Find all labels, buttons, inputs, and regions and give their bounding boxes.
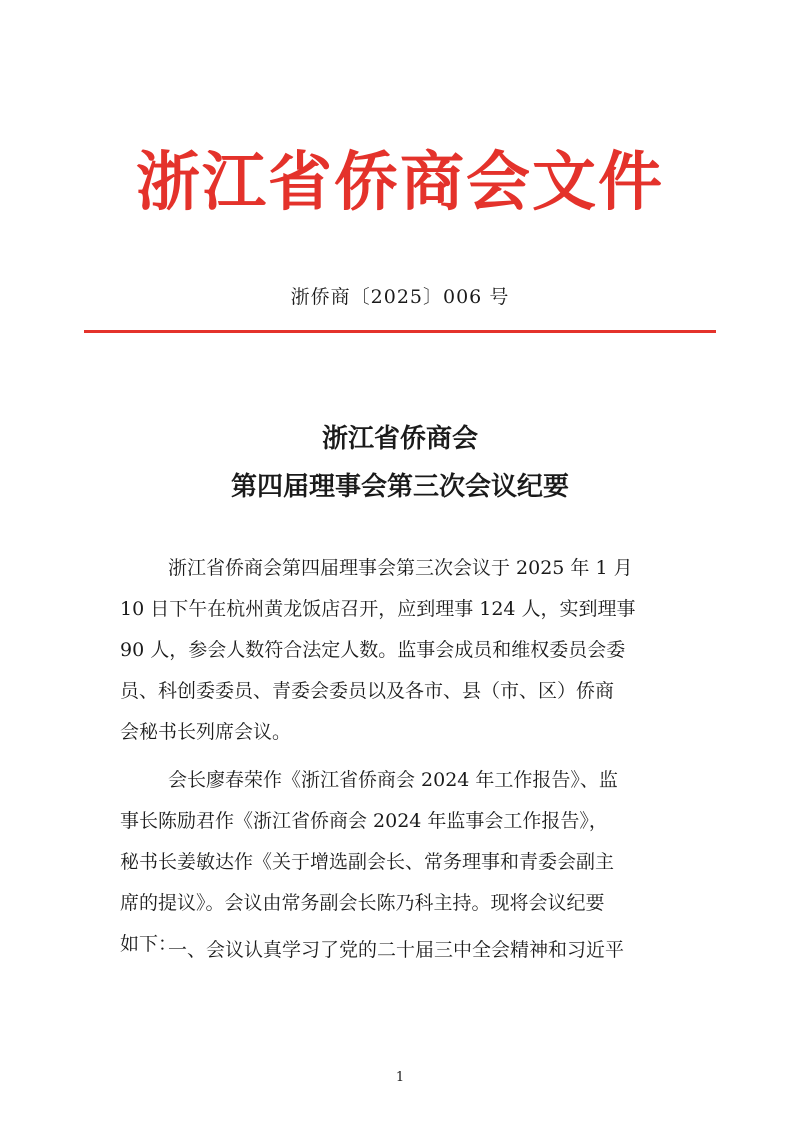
paragraph-line: 席的提议》。会议由常务副会长陈乃科主持。现将会议纪要 [120, 892, 605, 914]
paragraph-line: 员、科创委委员、青委会委员以及各市、县（市、区）侨商 [120, 680, 615, 702]
body-paragraph-3 [120, 930, 690, 971]
document-number: 浙侨商〔2025〕006 号 [290, 286, 510, 308]
red-divider-line [84, 330, 716, 333]
paragraph-line: 事长陈励君作《浙江省侨商会 2024 年监事会工作报告》， [120, 810, 608, 832]
document-title-line-2: 第四届理事会第三次会议纪要 [230, 472, 569, 502]
paragraph-line: 会秘书长列席会议。 [120, 721, 292, 743]
paragraph-line: 10 日下午在杭州黄龙饭店召开，应到理事 124 人，实到理事 [120, 598, 636, 620]
paragraph-line: 90 人，参会人数符合法定人数。监事会成员和维权委员会委 [120, 639, 626, 661]
body-paragraph-1 [120, 548, 690, 753]
paragraph-line: 会长廖春荣作《浙江省侨商会 2024 年工作报告》、监 [168, 769, 618, 791]
paragraph-line: 秘书长姜敏达作《关于增选副会长、常务理事和青委会副主 [120, 851, 615, 873]
paragraph-line: 如下： [120, 933, 178, 955]
paragraph-line: 一、会议认真学习了党的二十届三中全会精神和习近平 [168, 939, 625, 961]
page-number: 1 [395, 1070, 405, 1085]
document-title-line-1: 浙江省侨商会 [321, 424, 478, 454]
paragraph-line: 浙江省侨商会第四届理事会第三次会议于 2025 年 1 月 [168, 557, 633, 579]
document-masthead: 浙江省侨商会文件 [136, 145, 664, 220]
